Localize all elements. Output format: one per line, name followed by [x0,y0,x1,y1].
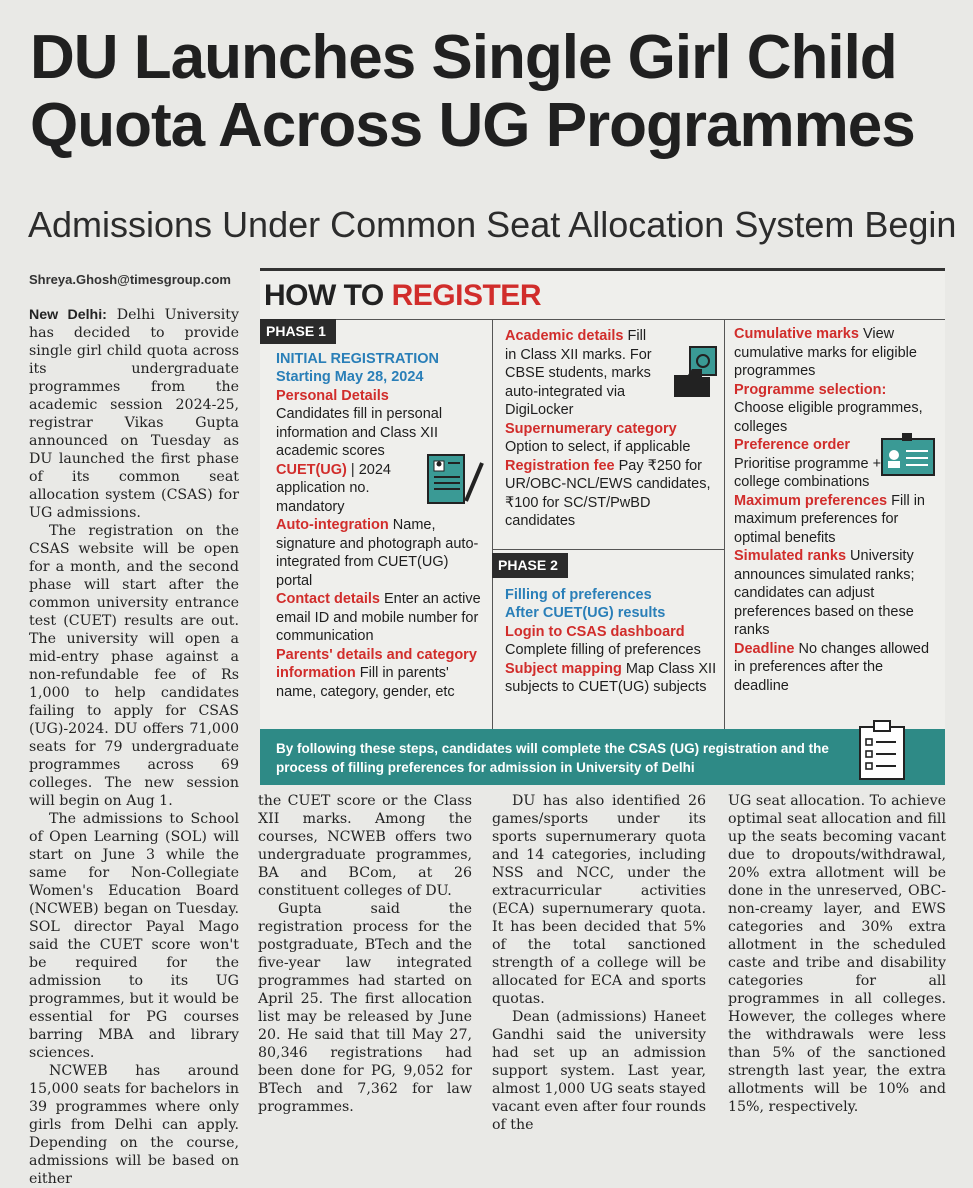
step-item: Academic details Fill in Class XII marks. For CBSE students, marks auto-integrated via DigiLocker [505,328,652,418]
start-date: Starting May 28, 2024 [276,369,424,385]
how-to-register-box [260,268,945,782]
step-item: Supernumerary category Option to select, if applicable [505,420,691,455]
step-item: Preference order Prioritise programme + college combinations [734,437,882,490]
box-title: HOW TO REGISTER [264,279,541,312]
form-document-icon [422,449,488,511]
step-item: CUET(UG) | 2024 application no. mandatory [276,461,391,515]
after-results: After CUET(UG) results [505,605,666,621]
paragraph: UG seat allocation. To achieve optimal seat allocation and fill up the seats becoming vacant due to dropouts/withdrawal, 20% extra allotment will be done in the unreserved, OBC-non-creamy layer, and EWS categories and 30% extra allotment in the scheduled caste and tribe and disability categories for all programmes in all colleges. However, the colleges where the withdrawals were less than 5% of the sanctioned strength last year, the extra allotments will be 10% and 15%, respectively. [728,793,946,1115]
headline-line2: Quota Across UG Programmes [30,91,915,160]
payment-hand-icon [670,345,720,403]
box-column-3 [734,325,940,695]
paragraph: The registration on the CSAS website will be open for a month, and the second phase will start after the common university entrance test (CUET) results are out. The university will open a mid-entry phase against a non-refundable fee of Rs 1,000 to help candidates failing to apply for CSAS (UG)-2024. DU offers 71,000 seats for 79 undergraduate programmes across 69 colleges. The new session will begin on Aug 1. [29,523,239,809]
headline [30,24,960,160]
step-item: Simulated ranks University announces simulated ranks; candidates can adjust preferences based on these ranks [734,548,915,638]
step-item: Login to CSAS dashboard Complete filling of preferences [505,623,701,658]
phase2-divider [492,549,724,550]
step-item: Contact details Enter an active email ID and mobile number for communication [276,591,481,644]
summary-banner: By following these steps, candidates will complete the CSAS (UG) registration and the process of filling preferences for admission in University of Delhi [260,729,945,785]
article-column-2 [258,792,472,1116]
phase-2-tag: PHASE 2 [492,553,568,578]
step-item: Auto-integration Name, signature and photograph auto-integrated from CUET(UG) portal [276,517,479,589]
article-column-1 [29,306,239,1188]
paragraph: Gupta said the registration process for the postgraduate, BTech and the five-year law integrated programmes had started on April 25. The first allocation list may be released by June 20. He said that till May 27, 80,346 registrations had been done for PG, 9,052 for BTech and 7,362 for law programmes. [258,901,472,1115]
step-item: Subject mapping Map Class XII subjects to CUET(UG) subjects [505,660,717,695]
paragraph: The admissions to School of Open Learning (SOL) will start on June 3 while the same for Non-Collegiate Women's Education Board (NCWEB) began on Tuesday. SOL director Payal Mago said the CUET score won't be required for the admission to its UG programmes, but it would be essential for PG courses barring MBA and library sciences. [29,811,239,1061]
step-item: Parents' details and category information Fill in parents' name, category, gender, etc [276,646,477,700]
id-card-icon [878,431,938,479]
byline-email: Shreya.Ghosh@timesgroup.com [29,272,231,287]
step-item: Cumulative marks View cumulative marks for eligible programmes [734,326,917,379]
article-column-4 [728,792,946,1116]
headline-line1: DU Launches Single Girl Child [30,23,897,92]
checklist-icon [852,719,916,785]
box-column-2-phase2 [492,553,724,697]
column-divider [724,319,725,729]
paragraph: DU has also identified 26 games/sports under its sports supernumerary quota and 14 categories, including NSS and NCC, under the extracurricular activities (ECA) supernumerary quota. It has been decided that 5% of the total sanctioned strength of a college will be allocated for ECA and sports quotas. [492,793,706,1007]
filling-preferences: Filling of preferences [505,586,652,603]
article-column-3 [492,792,706,1134]
subheadline: Admissions Under Common Seat Allocation System Begin [28,204,957,245]
initial-registration: INITIAL REGISTRATION [276,350,439,367]
paragraph: New Delhi: Delhi University has decided to provide single girl child quota across its undergraduate programmes from the academic session 2024-25, registrar Vikas Gupta announced on Tuesday as DU launched the first phase of its common seat allocation system (CSAS) for UG admissions. [29,307,239,521]
phase-1-tag: PHASE 1 [260,319,336,344]
step-item: Registration fee Pay ₹250 for UR/OBC-NCL/EWS candidates, ₹100 for SC/ST/PwBD candidates [505,457,711,529]
step-item: Deadline No changes allowed in preferences after the deadline [734,640,930,694]
paragraph: Dean (admissions) Haneet Gandhi said the university had set up an admission support system. Last year, almost 1,000 UG seats stayed vacant even after four rounds of the [492,1009,706,1133]
paragraph: NCWEB has around 15,000 seats for bachelors in 39 programmes where only girls from Delhi can apply. Depending on the course, admissions will be based on either [29,1063,239,1187]
paragraph: the CUET score or the Class XII marks. Among the courses, NCWEB offers two undergraduate programmes, BA and BCom, at 26 constituent colleges of DU. [258,793,472,899]
step-item: Programme selection: Choose eligible programmes, colleges [734,381,923,435]
dateline: New Delhi: [29,307,107,323]
step-item: Personal Details Candidates fill in personal information and Class XII academic scores [276,387,443,459]
step-item: Maximum preferences Fill in maximum preferences for optimal benefits [734,492,925,546]
